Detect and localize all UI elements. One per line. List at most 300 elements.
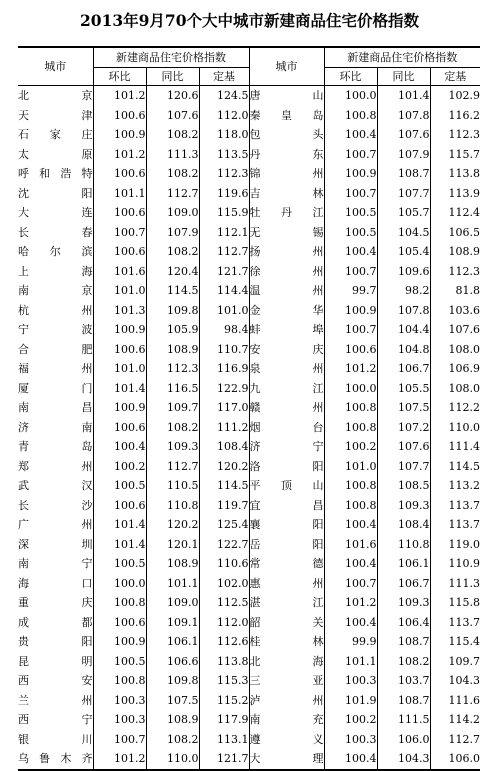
mom-value-left: 100.9 [93, 125, 146, 145]
base-value-right: 112.2 [430, 398, 480, 418]
mom-value-left: 101.6 [93, 262, 146, 282]
base-value-right: 113.7 [430, 515, 480, 535]
table-row [18, 242, 480, 262]
yoy-value-left: 109.8 [146, 301, 199, 321]
yoy-value-right: 106.1 [377, 554, 430, 574]
mom-value-left: 100.9 [93, 320, 146, 340]
mom-value-right: 100.9 [324, 164, 377, 184]
base-value-left: 121.7 [199, 749, 249, 770]
yoy-value-left: 108.9 [146, 554, 199, 574]
city-name-right: 徐州 [249, 262, 324, 282]
table-row [18, 320, 480, 340]
base-value-right: 116.2 [430, 106, 480, 126]
base-value-left: 117.9 [199, 710, 249, 730]
yoy-value-left: 112.7 [146, 184, 199, 204]
city-name-right: 遵义 [249, 730, 324, 750]
mom-value-right: 100.7 [324, 262, 377, 282]
yoy-value-left: 109.3 [146, 437, 199, 457]
mom-value-right: 101.2 [324, 359, 377, 379]
base-value-left: 108.4 [199, 437, 249, 457]
city-name-left: 西安 [18, 674, 93, 688]
mom-value-right: 100.0 [324, 86, 377, 106]
yoy-value-left: 107.6 [146, 106, 199, 126]
mom-value-left: 101.2 [93, 749, 146, 770]
mom-value-right: 100.7 [324, 574, 377, 594]
mom-value-right: 101.6 [324, 535, 377, 555]
city-name-left: 西宁 [18, 713, 93, 727]
mom-value-right: 100.4 [324, 749, 377, 770]
city-name-left: 贵阳 [18, 635, 93, 649]
mom-value-right: 100.4 [324, 613, 377, 633]
city-name-right: 秦皇岛 [249, 106, 324, 126]
yoy-value-left: 109.7 [146, 398, 199, 418]
mom-value-right: 100.2 [324, 710, 377, 730]
yoy-value-right: 106.0 [377, 730, 430, 750]
city-name-right: 泸州 [249, 691, 324, 711]
yoy-value-left: 120.4 [146, 262, 199, 282]
table-row [18, 379, 480, 399]
yoy-value-left: 109.1 [146, 613, 199, 633]
city-name-left: 天津 [18, 108, 93, 122]
yoy-value-left: 112.7 [146, 457, 199, 477]
city-name-right: 丹东 [249, 145, 324, 165]
city-name-right: 锦州 [249, 164, 324, 184]
mom-value-left: 100.3 [93, 710, 146, 730]
mom-value-left: 101.4 [93, 379, 146, 399]
yoy-value-right: 111.5 [377, 710, 430, 730]
city-name-right: 蚌埠 [249, 320, 324, 340]
mom-value-left: 100.5 [93, 652, 146, 672]
city-name-left: 郑州 [18, 459, 93, 473]
city-name-left: 上海 [18, 264, 93, 278]
yoy-value-right: 98.2 [377, 281, 430, 301]
yoy-value-left: 110.0 [146, 749, 199, 770]
base-value-right: 112.4 [430, 203, 480, 223]
city-name-right: 无锡 [249, 223, 324, 243]
city-name-right: 大理 [249, 749, 324, 770]
table-row [18, 418, 480, 438]
base-value-right: 115.7 [430, 145, 480, 165]
city-name-left: 呼和浩特 [18, 167, 93, 181]
base-value-left: 98.4 [199, 320, 249, 340]
mom-value-right: 100.3 [324, 730, 377, 750]
base-value-right: 111.4 [430, 437, 480, 457]
table-row [18, 86, 480, 106]
table-row [18, 145, 480, 165]
base-value-right: 102.9 [430, 86, 480, 106]
mom-value-right: 100.9 [324, 301, 377, 321]
base-header-right: 定基 [430, 68, 480, 86]
base-value-left: 114.5 [199, 476, 249, 496]
yoy-value-right: 107.7 [377, 184, 430, 204]
base-value-left: 101.0 [199, 301, 249, 321]
yoy-value-left: 120.1 [146, 535, 199, 555]
base-value-left: 118.0 [199, 125, 249, 145]
base-value-right: 107.6 [430, 320, 480, 340]
city-name-left: 长春 [18, 225, 93, 239]
base-value-left: 112.6 [199, 632, 249, 652]
table-row [18, 398, 480, 418]
base-value-left: 121.7 [199, 262, 249, 282]
city-name-left: 石家庄 [18, 128, 93, 142]
mom-value-left: 100.4 [93, 437, 146, 457]
city-name-right: 襄阳 [249, 515, 324, 535]
yoy-value-left: 110.5 [146, 476, 199, 496]
mom-value-right: 100.4 [324, 515, 377, 535]
mom-value-right: 99.9 [324, 632, 377, 652]
table-row [18, 671, 480, 691]
yoy-header-left: 同比 [146, 68, 199, 86]
city-name-right: 烟台 [249, 418, 324, 438]
yoy-value-left: 116.5 [146, 379, 199, 399]
mom-value-left: 100.6 [93, 164, 146, 184]
mom-value-right: 100.4 [324, 242, 377, 262]
mom-value-right: 101.9 [324, 691, 377, 711]
city-name-left: 大连 [18, 206, 93, 220]
base-value-left: 112.1 [199, 223, 249, 243]
mom-header-left: 环比 [93, 68, 146, 86]
yoy-value-right: 106.4 [377, 613, 430, 633]
city-name-left: 深圳 [18, 537, 93, 551]
base-value-left: 110.6 [199, 554, 249, 574]
table-row [18, 359, 480, 379]
city-name-right: 赣州 [249, 398, 324, 418]
city-name-right: 宜昌 [249, 496, 324, 516]
table-row [18, 262, 480, 282]
yoy-value-right: 109.3 [377, 593, 430, 613]
base-value-left: 110.7 [199, 340, 249, 360]
yoy-value-left: 109.8 [146, 671, 199, 691]
yoy-value-left: 109.0 [146, 593, 199, 613]
yoy-value-right: 108.2 [377, 652, 430, 672]
yoy-header-right: 同比 [377, 68, 430, 86]
city-name-right: 济宁 [249, 437, 324, 457]
city-name-left: 海口 [18, 576, 93, 590]
yoy-value-right: 109.3 [377, 496, 430, 516]
yoy-value-left: 108.2 [146, 418, 199, 438]
yoy-value-left: 106.1 [146, 632, 199, 652]
city-name-left: 武汉 [18, 479, 93, 493]
mom-value-right: 100.7 [324, 145, 377, 165]
base-value-right: 109.7 [430, 652, 480, 672]
base-value-left: 125.4 [199, 515, 249, 535]
city-name-left: 长沙 [18, 498, 93, 512]
mom-value-left: 101.2 [93, 86, 146, 106]
mom-value-left: 100.3 [93, 691, 146, 711]
mom-value-right: 100.7 [324, 184, 377, 204]
base-value-right: 110.0 [430, 418, 480, 438]
mom-value-left: 100.6 [93, 613, 146, 633]
base-value-right: 113.7 [430, 496, 480, 516]
city-name-right: 九江 [249, 379, 324, 399]
table-row [18, 106, 480, 126]
base-value-right: 106.9 [430, 359, 480, 379]
yoy-value-left: 120.6 [146, 86, 199, 106]
yoy-value-left: 120.2 [146, 515, 199, 535]
table-row [18, 476, 480, 496]
city-name-right: 平顶山 [249, 476, 324, 496]
mom-value-left: 101.0 [93, 281, 146, 301]
yoy-value-right: 104.8 [377, 340, 430, 360]
city-name-left: 南宁 [18, 557, 93, 571]
mom-value-left: 100.6 [93, 496, 146, 516]
mom-value-left: 100.5 [93, 476, 146, 496]
base-value-right: 103.6 [430, 301, 480, 321]
mom-value-right: 100.2 [324, 437, 377, 457]
yoy-value-left: 108.9 [146, 340, 199, 360]
base-value-right: 112.7 [430, 730, 480, 750]
yoy-value-right: 108.7 [377, 632, 430, 652]
base-value-left: 119.7 [199, 496, 249, 516]
table-row [18, 691, 480, 711]
city-name-right: 吉林 [249, 184, 324, 204]
base-value-left: 112.0 [199, 613, 249, 633]
mom-value-left: 100.8 [93, 671, 146, 691]
yoy-value-right: 107.8 [377, 106, 430, 126]
city-name-left: 重庆 [18, 596, 93, 610]
mom-value-left: 100.2 [93, 457, 146, 477]
mom-value-left: 100.0 [93, 574, 146, 594]
mom-value-right: 100.7 [324, 320, 377, 340]
city-name-right: 北海 [249, 652, 324, 672]
yoy-value-left: 108.2 [146, 125, 199, 145]
city-name-left: 厦门 [18, 381, 93, 395]
city-name-right: 包头 [249, 125, 324, 145]
price-index-table [18, 46, 480, 771]
base-value-left: 113.5 [199, 145, 249, 165]
yoy-value-right: 105.5 [377, 379, 430, 399]
mom-value-right: 100.8 [324, 418, 377, 438]
yoy-value-left: 108.2 [146, 164, 199, 184]
yoy-value-right: 103.7 [377, 671, 430, 691]
base-value-right: 110.9 [430, 554, 480, 574]
yoy-value-right: 101.4 [377, 86, 430, 106]
base-value-left: 113.8 [199, 652, 249, 672]
yoy-value-left: 107.9 [146, 223, 199, 243]
yoy-value-left: 111.3 [146, 145, 199, 165]
base-value-left: 112.7 [199, 242, 249, 262]
base-value-right: 113.7 [430, 613, 480, 633]
base-value-right: 106.0 [430, 749, 480, 770]
base-value-left: 115.2 [199, 691, 249, 711]
yoy-value-right: 107.6 [377, 125, 430, 145]
city-name-left: 沈阳 [18, 186, 93, 200]
base-value-right: 113.8 [430, 164, 480, 184]
table-row [18, 632, 480, 652]
city-name-right: 洛阳 [249, 457, 324, 477]
city-name-left: 宁波 [18, 323, 93, 337]
index-group-header-right: 新建商品住宅价格指数 [324, 47, 480, 68]
base-value-left: 102.0 [199, 574, 249, 594]
base-value-left: 122.9 [199, 379, 249, 399]
table-row [18, 593, 480, 613]
base-value-right: 81.8 [430, 281, 480, 301]
city-name-left: 太原 [18, 147, 93, 161]
table-row [18, 125, 480, 145]
table-body [18, 86, 480, 770]
base-value-left: 112.5 [199, 593, 249, 613]
mom-value-left: 101.2 [93, 145, 146, 165]
base-value-right: 108.9 [430, 242, 480, 262]
mom-value-left: 100.7 [93, 730, 146, 750]
base-value-left: 119.6 [199, 184, 249, 204]
city-column-header-left: 城市 [18, 47, 93, 86]
yoy-value-right: 105.7 [377, 203, 430, 223]
index-group-header-left: 新建商品住宅价格指数 [93, 47, 249, 68]
base-value-right: 111.6 [430, 691, 480, 711]
mom-value-right: 100.4 [324, 554, 377, 574]
city-name-left: 青岛 [18, 440, 93, 454]
yoy-value-right: 109.6 [377, 262, 430, 282]
base-value-left: 111.2 [199, 418, 249, 438]
base-value-right: 112.3 [430, 262, 480, 282]
city-name-right: 韶关 [249, 613, 324, 633]
city-name-right: 惠州 [249, 574, 324, 594]
mom-value-right: 99.7 [324, 281, 377, 301]
mom-value-right: 100.5 [324, 223, 377, 243]
base-value-left: 112.3 [199, 164, 249, 184]
city-name-left: 南昌 [18, 401, 93, 415]
mom-value-left: 101.4 [93, 535, 146, 555]
table-row [18, 613, 480, 633]
mom-value-left: 101.1 [93, 184, 146, 204]
table-row [18, 496, 480, 516]
yoy-value-left: 106.6 [146, 652, 199, 672]
mom-value-right: 100.8 [324, 398, 377, 418]
mom-value-right: 100.6 [324, 340, 377, 360]
mom-value-left: 100.6 [93, 242, 146, 262]
city-name-left: 南京 [18, 284, 93, 298]
city-name-left: 合肥 [18, 342, 93, 356]
yoy-value-right: 107.7 [377, 457, 430, 477]
yoy-value-right: 106.7 [377, 574, 430, 594]
base-value-right: 108.0 [430, 379, 480, 399]
city-name-right: 安庆 [249, 340, 324, 360]
base-value-left: 112.0 [199, 106, 249, 126]
mom-value-left: 100.6 [93, 203, 146, 223]
city-name-right: 岳阳 [249, 535, 324, 555]
base-value-left: 124.5 [199, 86, 249, 106]
city-name-right: 扬州 [249, 242, 324, 262]
yoy-value-right: 110.8 [377, 535, 430, 555]
city-name-right: 湛江 [249, 593, 324, 613]
mom-header-right: 环比 [324, 68, 377, 86]
table-row [18, 574, 480, 594]
mom-value-left: 100.8 [93, 593, 146, 613]
table-row [18, 340, 480, 360]
mom-value-left: 100.6 [93, 340, 146, 360]
base-value-left: 115.9 [199, 203, 249, 223]
table-row [18, 281, 480, 301]
table-row [18, 554, 480, 574]
table-row [18, 515, 480, 535]
city-name-left: 兰州 [18, 693, 93, 707]
yoy-value-right: 107.5 [377, 398, 430, 418]
city-name-right: 南充 [249, 710, 324, 730]
city-name-left: 乌鲁木齐 [18, 752, 93, 766]
base-value-left: 115.3 [199, 671, 249, 691]
base-value-left: 116.9 [199, 359, 249, 379]
base-value-left: 122.7 [199, 535, 249, 555]
yoy-value-left: 107.5 [146, 691, 199, 711]
yoy-value-left: 108.2 [146, 242, 199, 262]
city-name-right: 温州 [249, 281, 324, 301]
base-value-right: 119.0 [430, 535, 480, 555]
table-row [18, 164, 480, 184]
mom-value-right: 100.0 [324, 379, 377, 399]
city-name-left: 哈尔滨 [18, 245, 93, 259]
mom-value-right: 101.2 [324, 593, 377, 613]
mom-value-left: 100.9 [93, 632, 146, 652]
yoy-value-left: 108.9 [146, 710, 199, 730]
base-value-right: 114.2 [430, 710, 480, 730]
yoy-value-right: 108.7 [377, 164, 430, 184]
table-row [18, 749, 480, 770]
base-header-left: 定基 [199, 68, 249, 86]
city-name-left: 昆明 [18, 654, 93, 668]
mom-value-right: 100.3 [324, 671, 377, 691]
city-name-right: 金华 [249, 301, 324, 321]
yoy-value-left: 114.5 [146, 281, 199, 301]
yoy-value-right: 107.6 [377, 437, 430, 457]
yoy-value-right: 108.4 [377, 515, 430, 535]
table-row [18, 184, 480, 204]
city-name-left: 福州 [18, 362, 93, 376]
yoy-value-left: 112.3 [146, 359, 199, 379]
yoy-value-left: 105.9 [146, 320, 199, 340]
mom-value-left: 100.6 [93, 106, 146, 126]
base-value-left: 117.0 [199, 398, 249, 418]
table-row [18, 203, 480, 223]
city-name-left: 银川 [18, 732, 93, 746]
yoy-value-left: 110.8 [146, 496, 199, 516]
mom-value-left: 101.3 [93, 301, 146, 321]
yoy-value-left: 101.1 [146, 574, 199, 594]
base-value-right: 115.8 [430, 593, 480, 613]
page-title: 2013年9月70个大中城市新建商品住宅价格指数 [80, 11, 419, 30]
mom-value-left: 101.4 [93, 515, 146, 535]
yoy-value-right: 108.7 [377, 691, 430, 711]
table-row [18, 437, 480, 457]
table-row [18, 710, 480, 730]
yoy-value-right: 104.3 [377, 749, 430, 770]
city-name-left: 北京 [18, 89, 93, 103]
base-value-right: 115.4 [430, 632, 480, 652]
city-name-right: 三亚 [249, 671, 324, 691]
base-value-right: 106.5 [430, 223, 480, 243]
mom-value-right: 100.4 [324, 125, 377, 145]
base-value-right: 114.5 [430, 457, 480, 477]
table-row [18, 457, 480, 477]
city-name-right: 唐山 [249, 86, 324, 106]
yoy-value-left: 109.0 [146, 203, 199, 223]
yoy-value-right: 107.9 [377, 145, 430, 165]
yoy-value-right: 104.5 [377, 223, 430, 243]
table-row [18, 223, 480, 243]
mom-value-right: 100.8 [324, 106, 377, 126]
table-row [18, 535, 480, 555]
city-name-right: 常德 [249, 554, 324, 574]
mom-value-right: 101.0 [324, 457, 377, 477]
mom-value-left: 100.7 [93, 223, 146, 243]
city-name-left: 杭州 [18, 303, 93, 317]
base-value-left: 120.2 [199, 457, 249, 477]
yoy-value-right: 107.8 [377, 301, 430, 321]
yoy-value-left: 108.2 [146, 730, 199, 750]
base-value-right: 113.9 [430, 184, 480, 204]
city-name-left: 成都 [18, 615, 93, 629]
mom-value-right: 101.1 [324, 652, 377, 672]
